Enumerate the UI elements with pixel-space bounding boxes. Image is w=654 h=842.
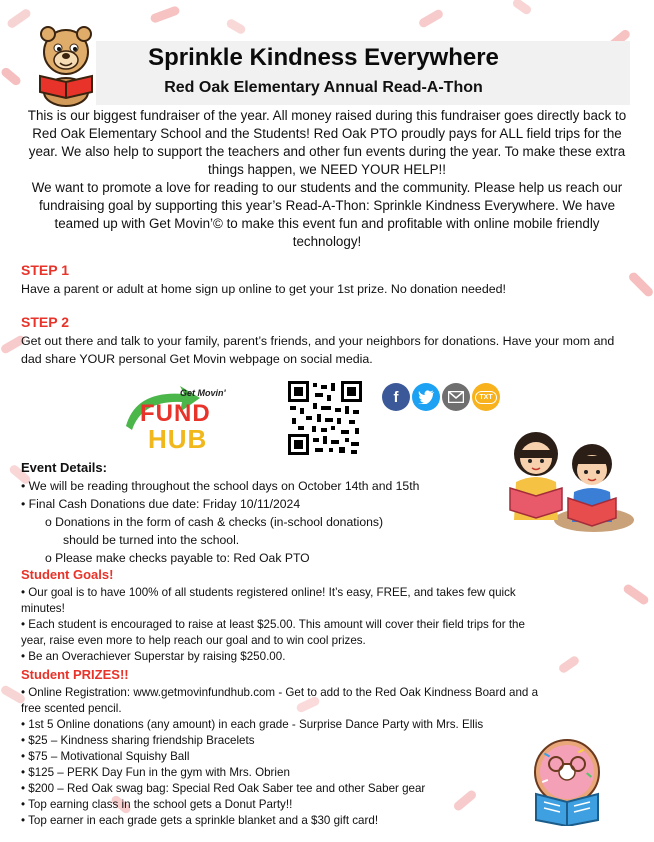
list-item: • 1st 5 Online donations (any amount) in each grade - Surprise Dance Party with Mrs. Ellis bbox=[21, 718, 484, 731]
email-icon bbox=[442, 383, 470, 411]
list-item: • Our goal is to have 100% of all students registered online! It’s easy, FREE, and takes few quick bbox=[21, 586, 516, 599]
qr-code bbox=[288, 381, 362, 455]
donut-reading-illustration bbox=[522, 734, 612, 826]
list-item: • Final Cash Donations due date: Friday 10/11/2024 bbox=[21, 497, 301, 511]
intro-paragraph: This is our biggest fundraiser of the year. All money raised during this fundraiser goes directly back to Red Oak Elementary School and the Students! Red Oak PTO proudly pays for ALL field trips for the year. We also help to support the teachers and other fun events during the year. To make these extra things happen, we NEED YOUR HELP!! bbox=[27, 108, 627, 177]
list-item: free scented pencil. bbox=[21, 702, 122, 715]
list-item: • We will be reading throughout the school days on October 14th and 15th bbox=[21, 479, 420, 493]
list-item: • $125 – PERK Day Fun in the gym with Mrs. Obrien bbox=[21, 766, 290, 779]
page-subtitle: Red Oak Elementary Annual Read-A-Thon bbox=[164, 79, 483, 96]
student-prizes-list bbox=[21, 685, 538, 829]
step-2-text: Get out there and talk to your family, parent’s friends, and your neighbors for donations. Have your mom and dad share YOUR personal Get Movin webpage on social media. bbox=[21, 334, 615, 366]
kids-reading-illustration bbox=[498, 424, 634, 534]
list-item: • Online Registration: www.getmovinfundhub.com - Get to add to the Red Oak Kindness Board and a bbox=[21, 686, 539, 699]
event-details-list bbox=[21, 477, 419, 567]
list-item: • Be an Overachiever Superstar by raising $250.00. bbox=[21, 650, 286, 663]
list-item: • Top earning class in the school gets a Donut Party!! bbox=[21, 798, 293, 811]
list-item: should be turned into the school. bbox=[63, 533, 240, 547]
list-item: year, raise even more to help reach our goal and to win cool prizes. bbox=[21, 634, 366, 647]
intro-paragraph: We want to promote a love for reading to our students and the community. Please help us reach our fundraising goal by supporting this year’s Read-A-Thon: Sprinkle Kindness Everywhere. We have teamed up with Get Movin’© to make this event fun and profitable with online mobile friendly technology! bbox=[31, 180, 623, 249]
logo-hub-text: HUB bbox=[148, 424, 208, 454]
facebook-icon: f bbox=[382, 383, 410, 411]
student-prizes-heading: Student PRIZES!! bbox=[21, 667, 129, 682]
intro-text bbox=[20, 107, 634, 251]
list-item: minutes! bbox=[21, 602, 65, 615]
list-item: • $200 – Red Oak swag bag: Special Red Oak Saber tee and other Saber gear bbox=[21, 782, 426, 795]
student-goals-heading: Student Goals! bbox=[21, 567, 114, 582]
mascot-reading-illustration bbox=[30, 22, 102, 108]
list-item: • $25 – Kindness sharing friendship Bracelets bbox=[21, 734, 255, 747]
list-item: o Donations in the form of cash & checks (in-school donations) bbox=[45, 515, 384, 529]
step-1-heading: STEP 1 bbox=[21, 262, 69, 278]
list-item: • $75 – Motivational Squishy Ball bbox=[21, 750, 190, 763]
event-details-heading: Event Details: bbox=[21, 460, 107, 475]
list-item: • Each student is encouraged to raise at least $25.00. This amount will cover their field trips for the bbox=[21, 618, 525, 631]
list-item: • Top earner in each grade gets a sprinkle blanket and a $30 gift card! bbox=[21, 814, 379, 827]
student-goals-list bbox=[21, 585, 525, 665]
list-item: o Please make checks payable to: Red Oak PTO bbox=[45, 551, 310, 565]
sms-icon bbox=[472, 383, 500, 411]
fund-hub-logo bbox=[118, 386, 230, 452]
step-1-text: Have a parent or adult at home sign up online to get your 1st prize. No donation needed! bbox=[21, 282, 506, 296]
logo-get-movin-text: Get Movin' bbox=[180, 388, 226, 398]
logo-fund-text: FUND bbox=[140, 400, 211, 427]
step-2-heading: STEP 2 bbox=[21, 314, 69, 330]
twitter-icon bbox=[412, 383, 440, 411]
sms-label: TXT bbox=[475, 391, 496, 404]
page-title: Sprinkle Kindness Everywhere bbox=[148, 44, 499, 71]
